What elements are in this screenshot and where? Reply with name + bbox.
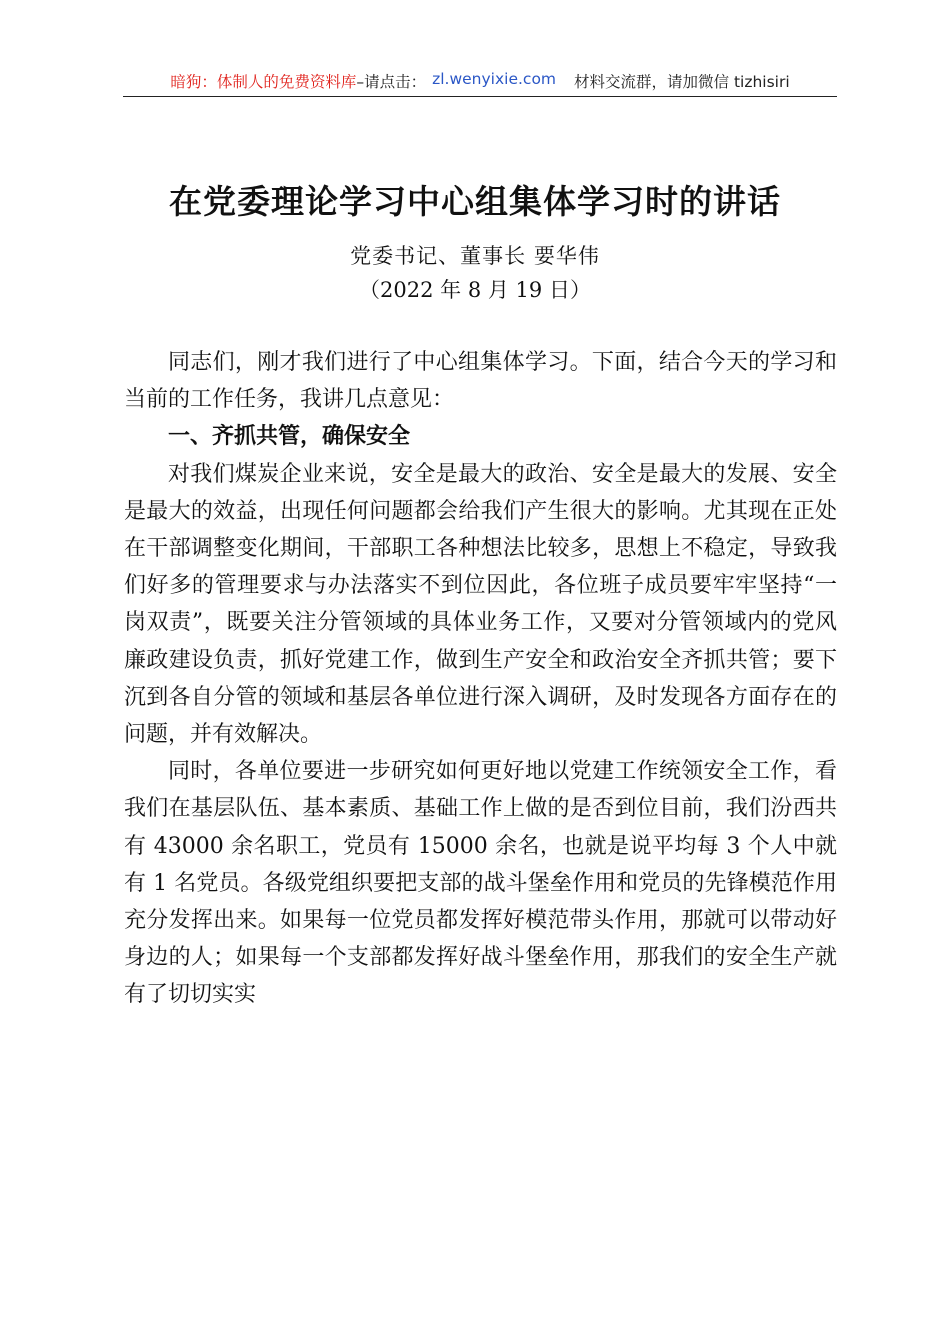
- body-paragraph: 对我们煤炭企业来说，安全是最大的政治、安全是最大的发展、安全是最大的效益，出现任何问题都会给我们产生很大的影响。尤其现在正处在干部调整变化期间，干部职工各种想法比较多，思想上不稳定，导致我们好多的管理要求与办法落实不到位因此，各位班子成员要牢牢坚持“一岗双责”，既要关注分管领域的具体业务工作，又要对分管领域内的党风廉政建设负责，抓好党建工作，做到生产安全和政治安全齐抓共管；要下沉到各自分管的领域和基层各单位进行深入调研，及时发现各方面存在的问题，并有效解决。: [124, 461, 837, 748]
- header-url-link[interactable]: zl.wenyixie.com: [432, 70, 557, 88]
- document-body: [124, 344, 837, 1014]
- document-byline: 党委书记、董事长 要华伟: [350, 244, 600, 268]
- body-paragraph: 同时，各单位要进一步研究如何更好地以党建工作统领安全工作，看我们在基层队伍、基本素质、基础工作上做的是否到位目前，我们汾西共有 43000 余名职工，党员有 15000 余名，也就是说平均每 3 个人中就有 1 名党员。各级党组织要把支部的战斗堡垒作用和党员的先锋模范作用充分发挥出来。如果每一位党员都发挥好模范带头作用，那就可以带动好身边的人；如果每一个支部都发挥好战斗堡垒作用，那我们的安全生产就有了切切实实: [124, 759, 837, 1008]
- header-click-label: –请点击：: [356, 73, 427, 91]
- header-site-name: 暗狗：体制人的免费资料库: [170, 73, 357, 91]
- header-contact: 材料交流群，请加微信 tizhisiri: [574, 73, 790, 91]
- section-heading: 一、齐抓共管，确保安全: [168, 424, 411, 450]
- page-header: [123, 70, 837, 97]
- document-title: 在党委理论学习中心组集体学习时的讲话: [169, 182, 781, 221]
- document-date: （2022 年 8 月 19 日）: [359, 278, 591, 302]
- intro-paragraph: 同志们，刚才我们进行了中心组集体学习。下面，结合今天的学习和当前的工作任务，我讲几点意见：: [124, 350, 837, 413]
